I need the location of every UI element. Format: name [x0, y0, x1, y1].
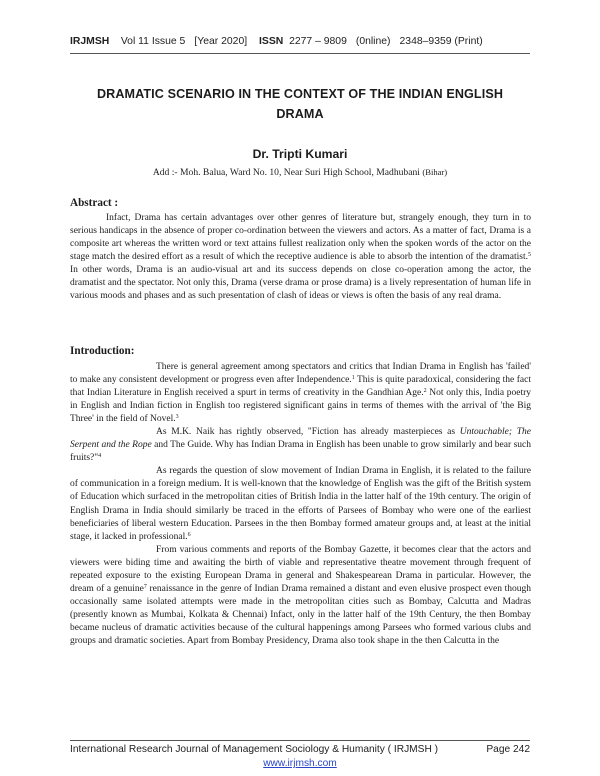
introduction-body	[70, 361, 531, 648]
header-issn-online: 2277 – 9809	[289, 36, 347, 47]
running-header	[70, 36, 530, 47]
footer-journal: International Research Journal of Management Sociology & Humanity ( IRJMSH )	[70, 744, 439, 755]
address-state: (Bihar)	[422, 167, 448, 177]
title-serpent-and-rope: The Serpent and the Rope	[70, 427, 531, 451]
header-issn-print: 2348–9359 (Print)	[399, 36, 483, 47]
title-line-2: DRAMA	[276, 107, 324, 121]
header-online-label: (0nline)	[355, 36, 391, 47]
intro-paragraph-1: There is general agreement among spectators and critics that Indian Drama in English has 'failed' to make any consistent development or progress even after Independence.$^1$ This is quite paradoxical, considering the fact that Indian Literature in English received a spurt in terms of creativity in the Gandhian Age.$^2$ Not only this, India poetry in English and Indian fiction in English too registered significant gains in terms of themes with the arrival of 'the Big Three' in the field of Novel.$^3$	[70, 362, 531, 425]
header-journal: IRJMSH	[70, 36, 110, 47]
footnote-ref: 1	[351, 375, 355, 382]
header-divider	[70, 53, 530, 54]
footnote-ref: 3	[175, 414, 179, 421]
journal-website-link[interactable]: www.irjmsh.com	[263, 758, 337, 769]
introduction-heading: Introduction:	[70, 345, 135, 357]
article-title	[80, 84, 520, 124]
footnote-ref: 7	[143, 583, 147, 590]
header-volume: Vol 11 Issue 5	[120, 36, 186, 47]
abstract-body	[70, 212, 531, 303]
footnote-ref: 2	[423, 388, 427, 395]
address-text: Add :- Moh. Balua, Ward No. 10, Near Suri High School, Madhubani	[152, 167, 423, 178]
header-year: [Year 2020]	[194, 36, 248, 47]
footnote-ref: 4	[98, 453, 102, 460]
title-untouchable: Untouchable	[459, 427, 509, 438]
intro-paragraph-2: As M.K. Naik has rightly observed, "Fiction has already masterpieces as Untouchable; The Serpent and the Rope and The Guide. Why has Indian Drama in English has been unable to grow similarly and bear such fruits?"$^4$	[70, 427, 531, 464]
footnote-ref: 6	[187, 531, 191, 538]
header-issn-label: ISSN	[259, 36, 284, 47]
footnote-ref: 5	[528, 252, 531, 259]
abstract-paragraph: Infact, Drama has certain advantages over other genres of literature but, strangely enough, they turn in to serious handicaps in the absence of proper co-ordination between the viewers and actors. As a matter of fact, Drama is a composite art whereas the written word or text attains fullest realization only when the spoken words of the actor on the stage match the desired effort as a result of which the receptive audience is able to absorb the intention of the dramatist.$^5$ In other words, Drama is an audio-visual art and its success depends on close co-operation among the actor, the dramatist and the spectator. Not only this, Drama (verse drama or prose drama) is a lively representation of human life in various moods and phases and as such presentation of clash of ideas or views is often the basis of any real drama.	[70, 213, 531, 302]
page-number: Page 242	[486, 744, 530, 755]
footer-divider	[70, 740, 530, 741]
author-name: Dr. Tripti Kumari	[252, 147, 348, 161]
author-address	[70, 167, 530, 178]
intro-paragraph-3: As regards the question of slow movement of Indian Drama in English, it is related to the failure of communication in a foreign medium. It is well-known that the knowledge of English was the gift of the British system of Education which surfaced in the metropolitan cities of British India in the latter half of the 19th century. The origin of English Drama in India should similarly be traced in the efforts of Parsees of Bombay who were one of the earliest beneficiaries of liberal western Education. Parsees in the then Bombay formed amateur groups and, at least at the initial stage, it lacked in professional.$^6$	[70, 466, 531, 542]
title-line-1: DRAMATIC SCENARIO IN THE CONTEXT OF THE INDIAN ENGLISH	[96, 87, 504, 101]
intro-paragraph-4: From various comments and reports of the Bombay Gazette, it becomes clear that the actors and viewers were biding time and awaiting the birth of viable and representative theatre movement through frequent of repeated exposure to the existing European Drama in general and Shakespearean Drama in particular. However, the dream of a genuine$^7$ renaissance in the genre of Indian Drama remained a distant and even elusive prospect even though occasionally same isolated attempts were made in the metropolitan cities such as Bombay, Calcutta and Madras (presently known as Mumbai, Kolkata & Chennai) Infact, only in the latter half of the 19th Century, the then Bombay became nucleus of dramatic activities because of the cultural happenings among Parsees who formed various clubs and groups and dramatic societies. Apart from Bombay Presidency, Drama also took shape in the then Calcutta in the	[70, 544, 531, 646]
abstract-heading: Abstract :	[70, 197, 119, 209]
